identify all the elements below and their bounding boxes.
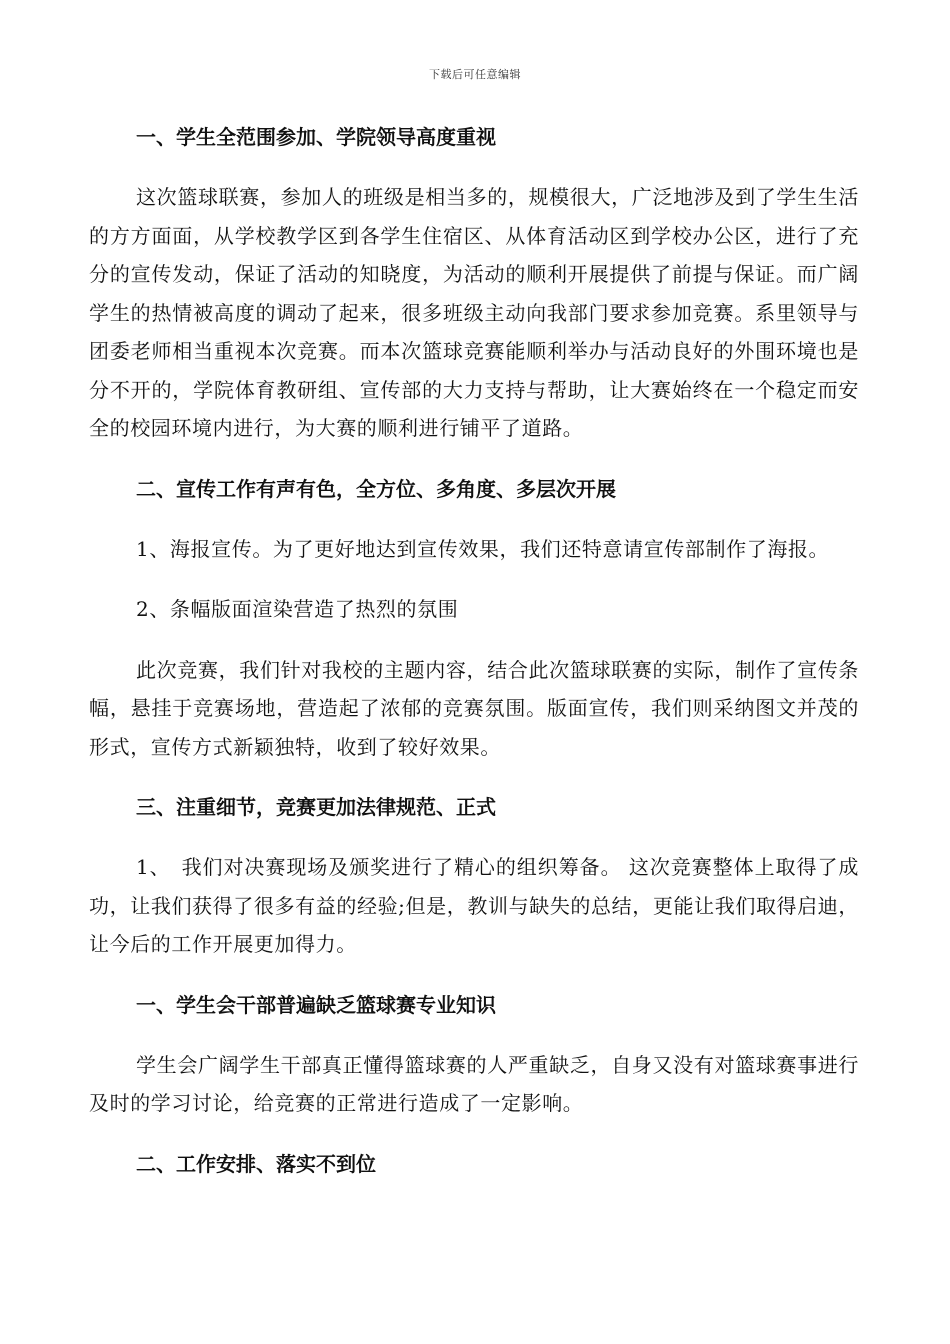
paragraph: 2、条幅版面渲染营造了热烈的氛围 <box>136 597 459 621</box>
paragraph: 学生会广阔学生干部真正懂得篮球赛的人严重缺乏，自身又没有对篮球赛事进行及时的学习讨论，给竞赛的正常进行造成了一定影响。 <box>89 1052 859 1115</box>
section-heading: 一、学生会干部普遍缺乏篮球赛专业知识 <box>136 992 496 1017</box>
header-note: 下载后可任意编辑 <box>429 68 521 81</box>
paragraph: 1、海报宣传。为了更好地达到宣传效果，我们还特意请宣传部制作了海报。 <box>136 536 830 561</box>
section-heading: 一、学生全范围参加、学院领导高度重视 <box>136 125 496 149</box>
paragraph: 1、 我们对决赛现场及颁奖进行了精心的组织筹备。 这次竞赛整体上取得了成功，让我们获得了很多有益的经验;但是，教训与缺失的总结，更能让我们取得启迪，让今后的工作开展更加得力。 <box>89 855 859 956</box>
section-heading: 三、注重细节，竞赛更加法律规范、正式 <box>136 795 496 819</box>
section-heading: 二、工作安排、落实不到位 <box>136 1151 376 1176</box>
paragraph: 此次竞赛，我们针对我校的主题内容，结合此次篮球联赛的实际，制作了宣传条幅，悬挂于竞赛场地，营造起了浓郁的竞赛氛围。版面宣传，我们则采纳图文并茂的形式，宣传方式新颖独特，收到了较好效果。 <box>89 657 859 759</box>
paragraph: 这次篮球联赛，参加人的班级是相当多的，规模很大，广泛地涉及到了学生生活的方方面面，从学校教学区到各学生住宿区、从体育活动区到学校办公区，进行了充分的宣传发动，保证了活动的知晓度，为活动的顺利开展提供了前提与保证。而广阔学生的热情被高度的调动了起来，很多班级主动向我部门要求参加竞赛。系里领导与团委老师相当重视本次竞赛。而本次篮球竞赛能顺利举办与活动良好的外围环境也是分不开的，学院体育教研组、宣传部的大力支持与帮助，让大赛始终在一个稳定而安全的校园环境内进行，为大赛的顺利进行铺平了道路。 <box>89 185 859 440</box>
document-body <box>89 118 859 1205</box>
section-heading: 二、宣传工作有声有色，全方位、多角度、多层次开展 <box>136 476 616 501</box>
